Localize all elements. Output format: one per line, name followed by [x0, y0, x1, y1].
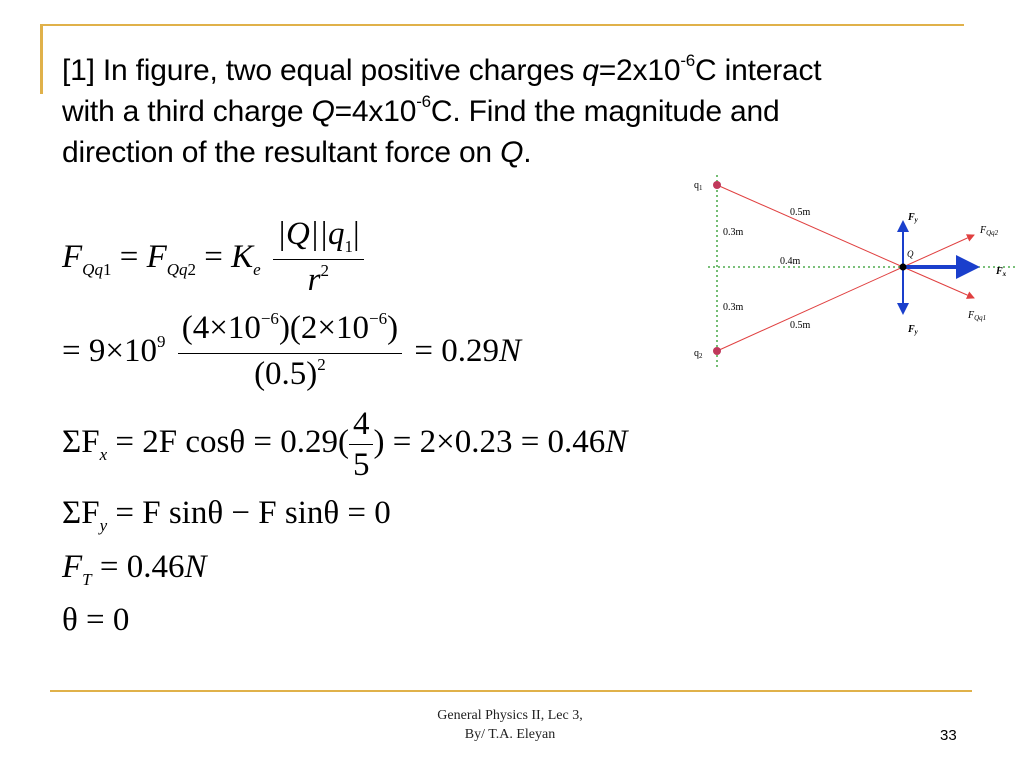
var-Q: Q [311, 95, 335, 128]
eq-body: = 0.46 [91, 549, 185, 585]
eq-fraction [178, 308, 402, 399]
eq-body: = 2F cosθ = 0.29( [107, 424, 349, 461]
problem-text: C interact [695, 54, 822, 87]
charges-diagram [690, 170, 1020, 380]
footer-author: By/ T.A. Eleyan [464, 727, 556, 742]
line-q2-Q [717, 267, 903, 351]
eq-exponent: −6 [369, 309, 388, 328]
eq-exponent: −6 [260, 309, 279, 328]
Q-value: =4x10 [334, 95, 417, 128]
label-dist-top: 0.5m [790, 207, 811, 218]
eq-denominator: r [307, 262, 321, 298]
eq-exponent: 9 [156, 332, 166, 352]
equation-sum-fy [62, 495, 391, 535]
charge-q1 [713, 181, 721, 189]
eq-numerator: |Q||q [276, 216, 345, 252]
eq-subscript: e [253, 260, 261, 280]
eq-denominator: 5 [352, 447, 370, 483]
eq-result: = 0.29 [414, 333, 499, 370]
Q-exponent: -6 [416, 92, 431, 111]
bottom-rule [50, 690, 972, 692]
label-Q: Q [907, 249, 914, 259]
period: . [523, 136, 532, 169]
eq-unit: N [499, 333, 522, 370]
eq-symbol: F [62, 549, 83, 585]
eq-numerator: )(2×10 [278, 310, 370, 346]
problem-text: with a third charge [62, 95, 312, 128]
left-accent-rule [40, 24, 43, 94]
q-exponent: -6 [680, 51, 696, 70]
label-vert-top: 0.3m [723, 227, 744, 238]
eq-subscript: Qq [82, 260, 103, 280]
eq-body: ) = 2×0.23 = 0.46 [373, 424, 606, 461]
problem-text: [1] In figure, two equal positive charges [62, 54, 583, 87]
label-dist-bottom: 0.5m [790, 320, 811, 331]
eq-bar: | [353, 216, 360, 252]
force-Qq1-arrow [903, 267, 974, 298]
label-q1: $q_1$ [694, 180, 703, 192]
force-Qq2-arrow [903, 235, 974, 267]
eq-body: = F sinθ − F sinθ = 0 [107, 495, 391, 531]
eq-subscript: Qq [166, 260, 188, 280]
eq-symbol: F [146, 239, 167, 276]
equation-sum-fx [62, 404, 627, 485]
problem-text: C. Find the magnitude and [430, 95, 780, 128]
equation-substitution [62, 308, 521, 399]
problem-text: direction of the resultant force on [62, 136, 501, 169]
label-q2: $q_2$ [694, 348, 703, 360]
eq-symbol: ΣF [62, 424, 100, 461]
label-fy-bottom: $F_y$ [908, 324, 918, 336]
problem-statement [62, 50, 962, 173]
eq-exponent: 2 [320, 261, 329, 280]
eq-subscript: y [99, 516, 108, 535]
eq-equals: = [196, 239, 232, 276]
top-rule [40, 24, 964, 26]
label-FQq1: $F_{Qq1}$ [968, 310, 987, 322]
label-fx: $F_x$ [996, 266, 1007, 278]
eq-unit: N [184, 549, 207, 585]
eq-subscript: T [82, 570, 92, 589]
eq-subscript: x [99, 445, 108, 465]
label-vert-bottom: 0.3m [723, 302, 744, 313]
eq-subscript-num: 1 [102, 260, 112, 280]
eq-unit: N [605, 424, 628, 461]
eq-symbol: ΣF [62, 495, 100, 531]
charge-Q [900, 264, 907, 271]
eq-equals: = [111, 239, 147, 276]
label-FQq2: $F_{Qq2}$ [980, 225, 999, 237]
equation-total-force [62, 549, 207, 589]
var-Q: Q [500, 136, 524, 169]
eq-fraction [273, 214, 364, 305]
eq-exponent: 2 [317, 355, 326, 374]
eq-symbol: K [231, 239, 254, 276]
eq-lead: = 9×10 [62, 333, 157, 370]
eq-fraction [349, 404, 374, 485]
footer-course: General Physics II, Lec 3, [437, 708, 583, 723]
eq-body: θ = 0 [62, 602, 130, 638]
footer [400, 706, 620, 744]
line-q1-Q [717, 185, 903, 267]
eq-denominator: (0.5) [254, 356, 318, 392]
eq-subscript-num: 1 [344, 237, 354, 256]
label-fy-top: $F_y$ [908, 212, 918, 224]
equation-coulomb [62, 214, 368, 305]
q-value: =2x10 [598, 54, 681, 87]
label-horizontal: 0.4m [780, 256, 801, 267]
charge-q2 [713, 347, 721, 355]
var-q: q [582, 54, 599, 87]
eq-numerator: 4 [349, 404, 374, 445]
page-number: 33 [940, 727, 957, 744]
eq-numerator: ) [387, 310, 399, 346]
eq-symbol: F [62, 239, 83, 276]
equation-theta [62, 602, 129, 639]
eq-numerator: (4×10 [181, 310, 261, 346]
eq-subscript-num: 2 [187, 260, 197, 280]
